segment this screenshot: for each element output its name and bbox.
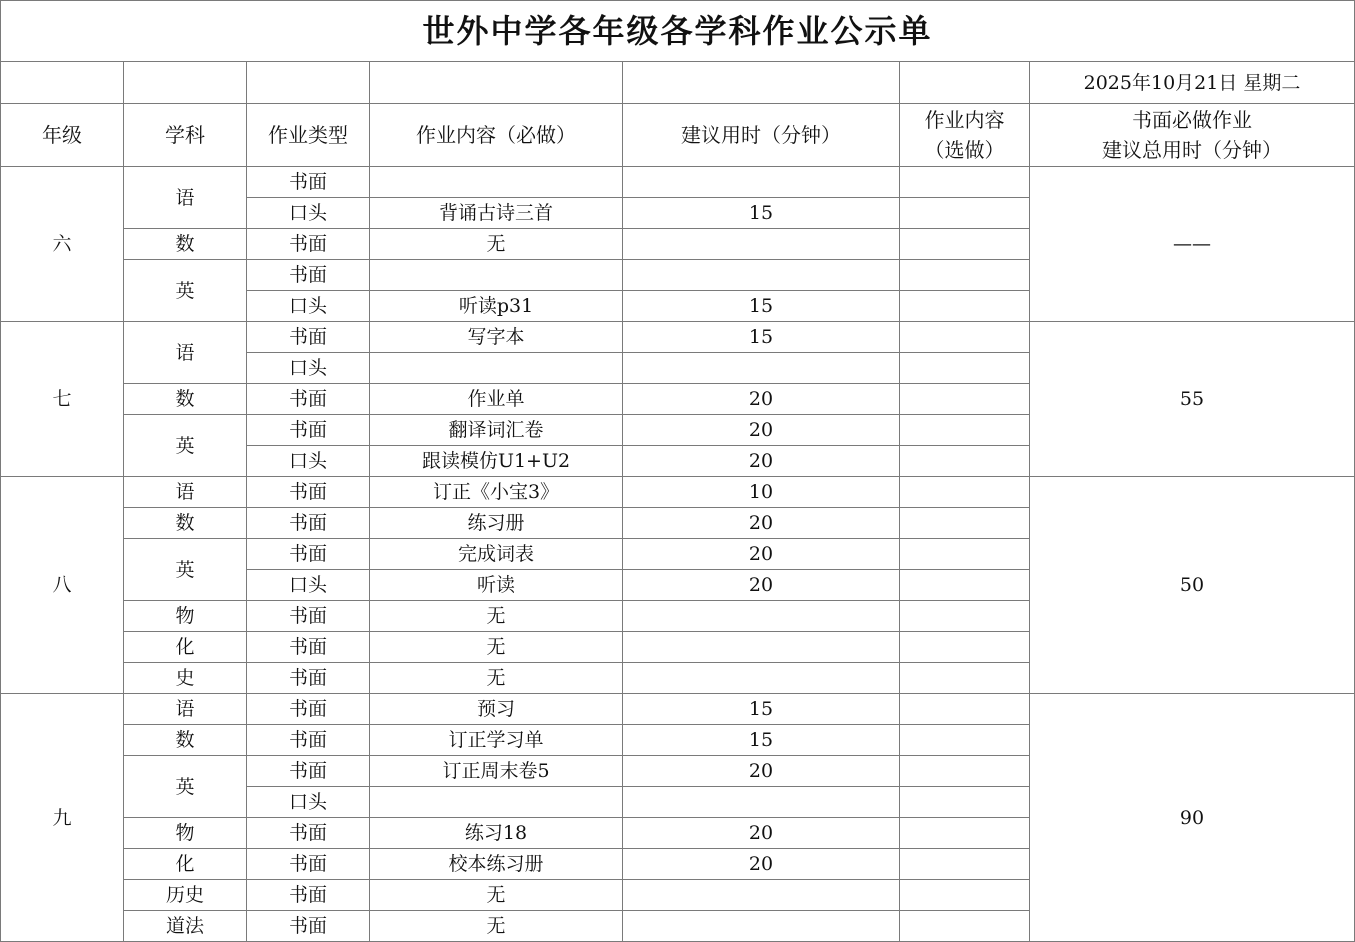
blank-cell xyxy=(900,62,1030,104)
optional-cell xyxy=(900,632,1030,663)
content-cell: 练习18 xyxy=(370,818,623,849)
time-cell: 20 xyxy=(623,539,900,570)
time-cell xyxy=(623,229,900,260)
type-cell: 书面 xyxy=(247,477,370,508)
type-cell: 书面 xyxy=(247,539,370,570)
header-type: 作业类型 xyxy=(247,104,370,167)
total-time-cell: 90 xyxy=(1030,694,1355,942)
time-cell: 15 xyxy=(623,291,900,322)
subject-cell: 语 xyxy=(124,167,247,229)
content-cell: 无 xyxy=(370,632,623,663)
page-title: 世外中学各年级各学科作业公示单 xyxy=(1,1,1355,62)
content-cell: 预习 xyxy=(370,694,623,725)
type-cell: 书面 xyxy=(247,601,370,632)
time-cell: 20 xyxy=(623,446,900,477)
total-time-cell: 55 xyxy=(1030,322,1355,477)
header-optional-line2: （选做） xyxy=(924,138,1005,162)
optional-cell xyxy=(900,663,1030,694)
time-cell: 20 xyxy=(623,384,900,415)
optional-cell xyxy=(900,570,1030,601)
grade-cell: 七 xyxy=(1,322,124,477)
content-cell: 无 xyxy=(370,663,623,694)
content-cell xyxy=(370,167,623,198)
content-cell: 订正学习单 xyxy=(370,725,623,756)
content-cell xyxy=(370,787,623,818)
table-row xyxy=(1,477,1355,508)
blank-cell xyxy=(623,62,900,104)
header-total-line2: 建议总用时（分钟） xyxy=(1102,138,1282,162)
content-cell: 订正《小宝3》 xyxy=(370,477,623,508)
optional-cell xyxy=(900,756,1030,787)
content-cell: 写字本 xyxy=(370,322,623,353)
type-cell: 口头 xyxy=(247,198,370,229)
time-cell xyxy=(623,911,900,942)
optional-cell xyxy=(900,818,1030,849)
subject-cell: 英 xyxy=(124,415,247,477)
type-cell: 口头 xyxy=(247,787,370,818)
subject-cell: 道法 xyxy=(124,911,247,942)
time-cell: 20 xyxy=(623,570,900,601)
subject-cell: 历史 xyxy=(124,880,247,911)
time-cell xyxy=(623,260,900,291)
header-optional-line1: 作业内容 xyxy=(924,108,1005,132)
grade-cell: 九 xyxy=(1,694,124,942)
blank-cell xyxy=(370,62,623,104)
grade-cell: 八 xyxy=(1,477,124,694)
content-cell: 作业单 xyxy=(370,384,623,415)
time-cell xyxy=(623,663,900,694)
date-row xyxy=(1,62,1355,104)
time-cell: 15 xyxy=(623,322,900,353)
type-cell: 书面 xyxy=(247,725,370,756)
header-grade: 年级 xyxy=(1,104,124,167)
time-cell: 20 xyxy=(623,508,900,539)
type-cell: 书面 xyxy=(247,818,370,849)
table-row xyxy=(1,167,1355,198)
optional-cell xyxy=(900,477,1030,508)
type-cell: 口头 xyxy=(247,570,370,601)
optional-cell xyxy=(900,384,1030,415)
time-cell xyxy=(623,880,900,911)
header-row xyxy=(1,104,1355,167)
blank-cell xyxy=(1,62,124,104)
optional-cell xyxy=(900,322,1030,353)
time-cell xyxy=(623,353,900,384)
optional-cell xyxy=(900,260,1030,291)
type-cell: 书面 xyxy=(247,849,370,880)
content-cell: 校本练习册 xyxy=(370,849,623,880)
time-cell xyxy=(623,167,900,198)
subject-cell: 物 xyxy=(124,601,247,632)
type-cell: 书面 xyxy=(247,632,370,663)
optional-cell xyxy=(900,694,1030,725)
optional-cell xyxy=(900,353,1030,384)
type-cell: 口头 xyxy=(247,446,370,477)
time-cell: 15 xyxy=(623,725,900,756)
subject-cell: 数 xyxy=(124,229,247,260)
type-cell: 书面 xyxy=(247,260,370,291)
type-cell: 书面 xyxy=(247,756,370,787)
time-cell: 20 xyxy=(623,849,900,880)
time-cell xyxy=(623,632,900,663)
type-cell: 口头 xyxy=(247,353,370,384)
optional-cell xyxy=(900,601,1030,632)
subject-cell: 数 xyxy=(124,384,247,415)
total-time-cell: 50 xyxy=(1030,477,1355,694)
subject-cell: 英 xyxy=(124,539,247,601)
content-cell: 听读 xyxy=(370,570,623,601)
type-cell: 书面 xyxy=(247,663,370,694)
content-cell: 完成词表 xyxy=(370,539,623,570)
optional-cell xyxy=(900,539,1030,570)
title-row xyxy=(1,1,1355,62)
content-cell xyxy=(370,260,623,291)
type-cell: 书面 xyxy=(247,167,370,198)
subject-cell: 语 xyxy=(124,477,247,508)
subject-cell: 数 xyxy=(124,725,247,756)
subject-cell: 物 xyxy=(124,818,247,849)
optional-cell xyxy=(900,198,1030,229)
blank-cell xyxy=(247,62,370,104)
subject-cell: 化 xyxy=(124,849,247,880)
subject-cell: 化 xyxy=(124,632,247,663)
type-cell: 书面 xyxy=(247,384,370,415)
type-cell: 书面 xyxy=(247,415,370,446)
subject-cell: 英 xyxy=(124,756,247,818)
content-cell: 无 xyxy=(370,911,623,942)
optional-cell xyxy=(900,725,1030,756)
type-cell: 书面 xyxy=(247,229,370,260)
time-cell: 20 xyxy=(623,415,900,446)
time-cell: 10 xyxy=(623,477,900,508)
content-cell: 无 xyxy=(370,601,623,632)
content-cell: 无 xyxy=(370,229,623,260)
subject-cell: 语 xyxy=(124,694,247,725)
subject-cell: 英 xyxy=(124,260,247,322)
time-cell xyxy=(623,787,900,818)
header-content: 作业内容（必做） xyxy=(370,104,623,167)
type-cell: 书面 xyxy=(247,911,370,942)
time-cell: 20 xyxy=(623,756,900,787)
optional-cell xyxy=(900,508,1030,539)
optional-cell xyxy=(900,229,1030,260)
optional-cell xyxy=(900,446,1030,477)
type-cell: 书面 xyxy=(247,694,370,725)
time-cell: 15 xyxy=(623,694,900,725)
content-cell: 背诵古诗三首 xyxy=(370,198,623,229)
time-cell xyxy=(623,601,900,632)
time-cell: 20 xyxy=(623,818,900,849)
header-subject: 学科 xyxy=(124,104,247,167)
type-cell: 口头 xyxy=(247,291,370,322)
total-time-cell: —— xyxy=(1030,167,1355,322)
optional-cell xyxy=(900,849,1030,880)
content-cell: 跟读模仿U1+U2 xyxy=(370,446,623,477)
header-time: 建议用时（分钟） xyxy=(623,104,900,167)
optional-cell xyxy=(900,787,1030,818)
subject-cell: 史 xyxy=(124,663,247,694)
content-cell: 听读p31 xyxy=(370,291,623,322)
content-cell xyxy=(370,353,623,384)
header-optional xyxy=(900,104,1030,167)
optional-cell xyxy=(900,167,1030,198)
content-cell: 翻译词汇卷 xyxy=(370,415,623,446)
blank-cell xyxy=(124,62,247,104)
content-cell: 订正周末卷5 xyxy=(370,756,623,787)
time-cell: 15 xyxy=(623,198,900,229)
header-total xyxy=(1030,104,1355,167)
type-cell: 书面 xyxy=(247,508,370,539)
optional-cell xyxy=(900,291,1030,322)
type-cell: 书面 xyxy=(247,880,370,911)
table-row xyxy=(1,322,1355,353)
type-cell: 书面 xyxy=(247,322,370,353)
optional-cell xyxy=(900,880,1030,911)
subject-cell: 语 xyxy=(124,322,247,384)
table-row xyxy=(1,694,1355,725)
content-cell: 无 xyxy=(370,880,623,911)
date-label: 2025年10月21日 星期二 xyxy=(1030,62,1355,104)
optional-cell xyxy=(900,911,1030,942)
grade-cell: 六 xyxy=(1,167,124,322)
optional-cell xyxy=(900,415,1030,446)
content-cell: 练习册 xyxy=(370,508,623,539)
header-total-line1: 书面必做作业 xyxy=(1132,108,1252,132)
subject-cell: 数 xyxy=(124,508,247,539)
